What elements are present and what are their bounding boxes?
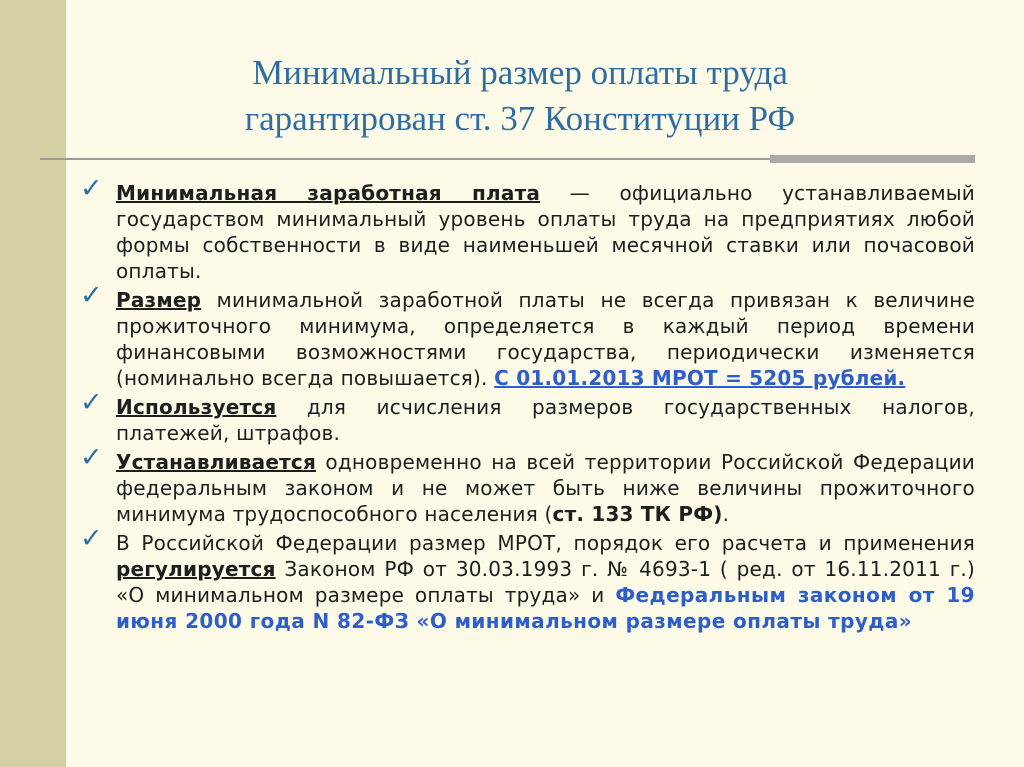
checkmark-icon: ✓	[80, 523, 103, 554]
bullet-tail: .	[722, 502, 730, 526]
bullet-body: для исчисления размеров государственных налогов, платежей, штрафов.	[116, 395, 975, 445]
slide-title	[110, 50, 930, 142]
bullet-minimum-wage	[80, 173, 975, 284]
bullet-body-before: В Российской Федерации размер МРОТ, порядок его расчета и применения	[116, 531, 975, 555]
bullet-body: одновременно на всей территории Российской Федерации федеральным законом и не может быть ниже величины прожиточного минимума трудоспособного населения (	[116, 450, 975, 526]
bullet-term: Размер	[116, 288, 202, 312]
bullet-text	[116, 180, 975, 284]
bullet-body-after: Законом РФ от 30.03.1993 г. № 4693-1 ( ред. от 16.11.2011 г.) «О минимальном размере оплаты труда» и	[116, 557, 975, 607]
bullet-usage	[80, 387, 975, 446]
federal-law-reference: Федеральным законом от 19 июня 2000 года N 82-ФЗ «О минимальном размере оплаты труда»	[116, 583, 975, 633]
checkmark-icon: ✓	[80, 280, 103, 311]
bullet-term: Используется	[116, 395, 277, 419]
sidebar-stripe	[0, 0, 66, 767]
bullet-body: минимальной заработной платы не всегда привязан к величине прожиточного минимума, определяется в каждый период времени финансовыми возможностями государства, периодически изменяется (номинально всегда повышается).	[116, 288, 975, 390]
bullet-list	[80, 173, 975, 637]
bullet-established	[80, 442, 975, 527]
mrot-2013-link[interactable]: С 01.01.2013 МРОТ = 5205 рублей.	[494, 366, 906, 390]
title-divider	[40, 158, 780, 160]
bullet-text	[116, 530, 975, 634]
labor-code-reference: ст. 133 ТК РФ)	[552, 502, 723, 526]
checkmark-icon: ✓	[80, 173, 103, 204]
bullet-regulation	[80, 523, 975, 634]
bullet-text	[116, 394, 975, 446]
title-divider-accent	[770, 155, 975, 163]
title-line-2: гарантирован ст. 37 Конституции РФ	[244, 99, 796, 138]
title-line-1: Минимальный размер оплаты труда	[252, 53, 788, 92]
checkmark-icon: ✓	[80, 442, 103, 473]
bullet-term: регулируется	[116, 557, 276, 581]
bullet-term: Минимальная заработная плата	[116, 181, 541, 205]
bullet-body: — официально устанавливаемый государством минимальный уровень оплаты труда на предприятиях любой формы собственности в виде наименьшей месячной ставки или почасовой оплаты.	[116, 181, 975, 283]
bullet-term: Устанавливается	[116, 450, 317, 474]
checkmark-icon: ✓	[80, 387, 103, 418]
bullet-size	[80, 280, 975, 391]
bullet-text	[116, 287, 975, 391]
bullet-text	[116, 449, 975, 527]
